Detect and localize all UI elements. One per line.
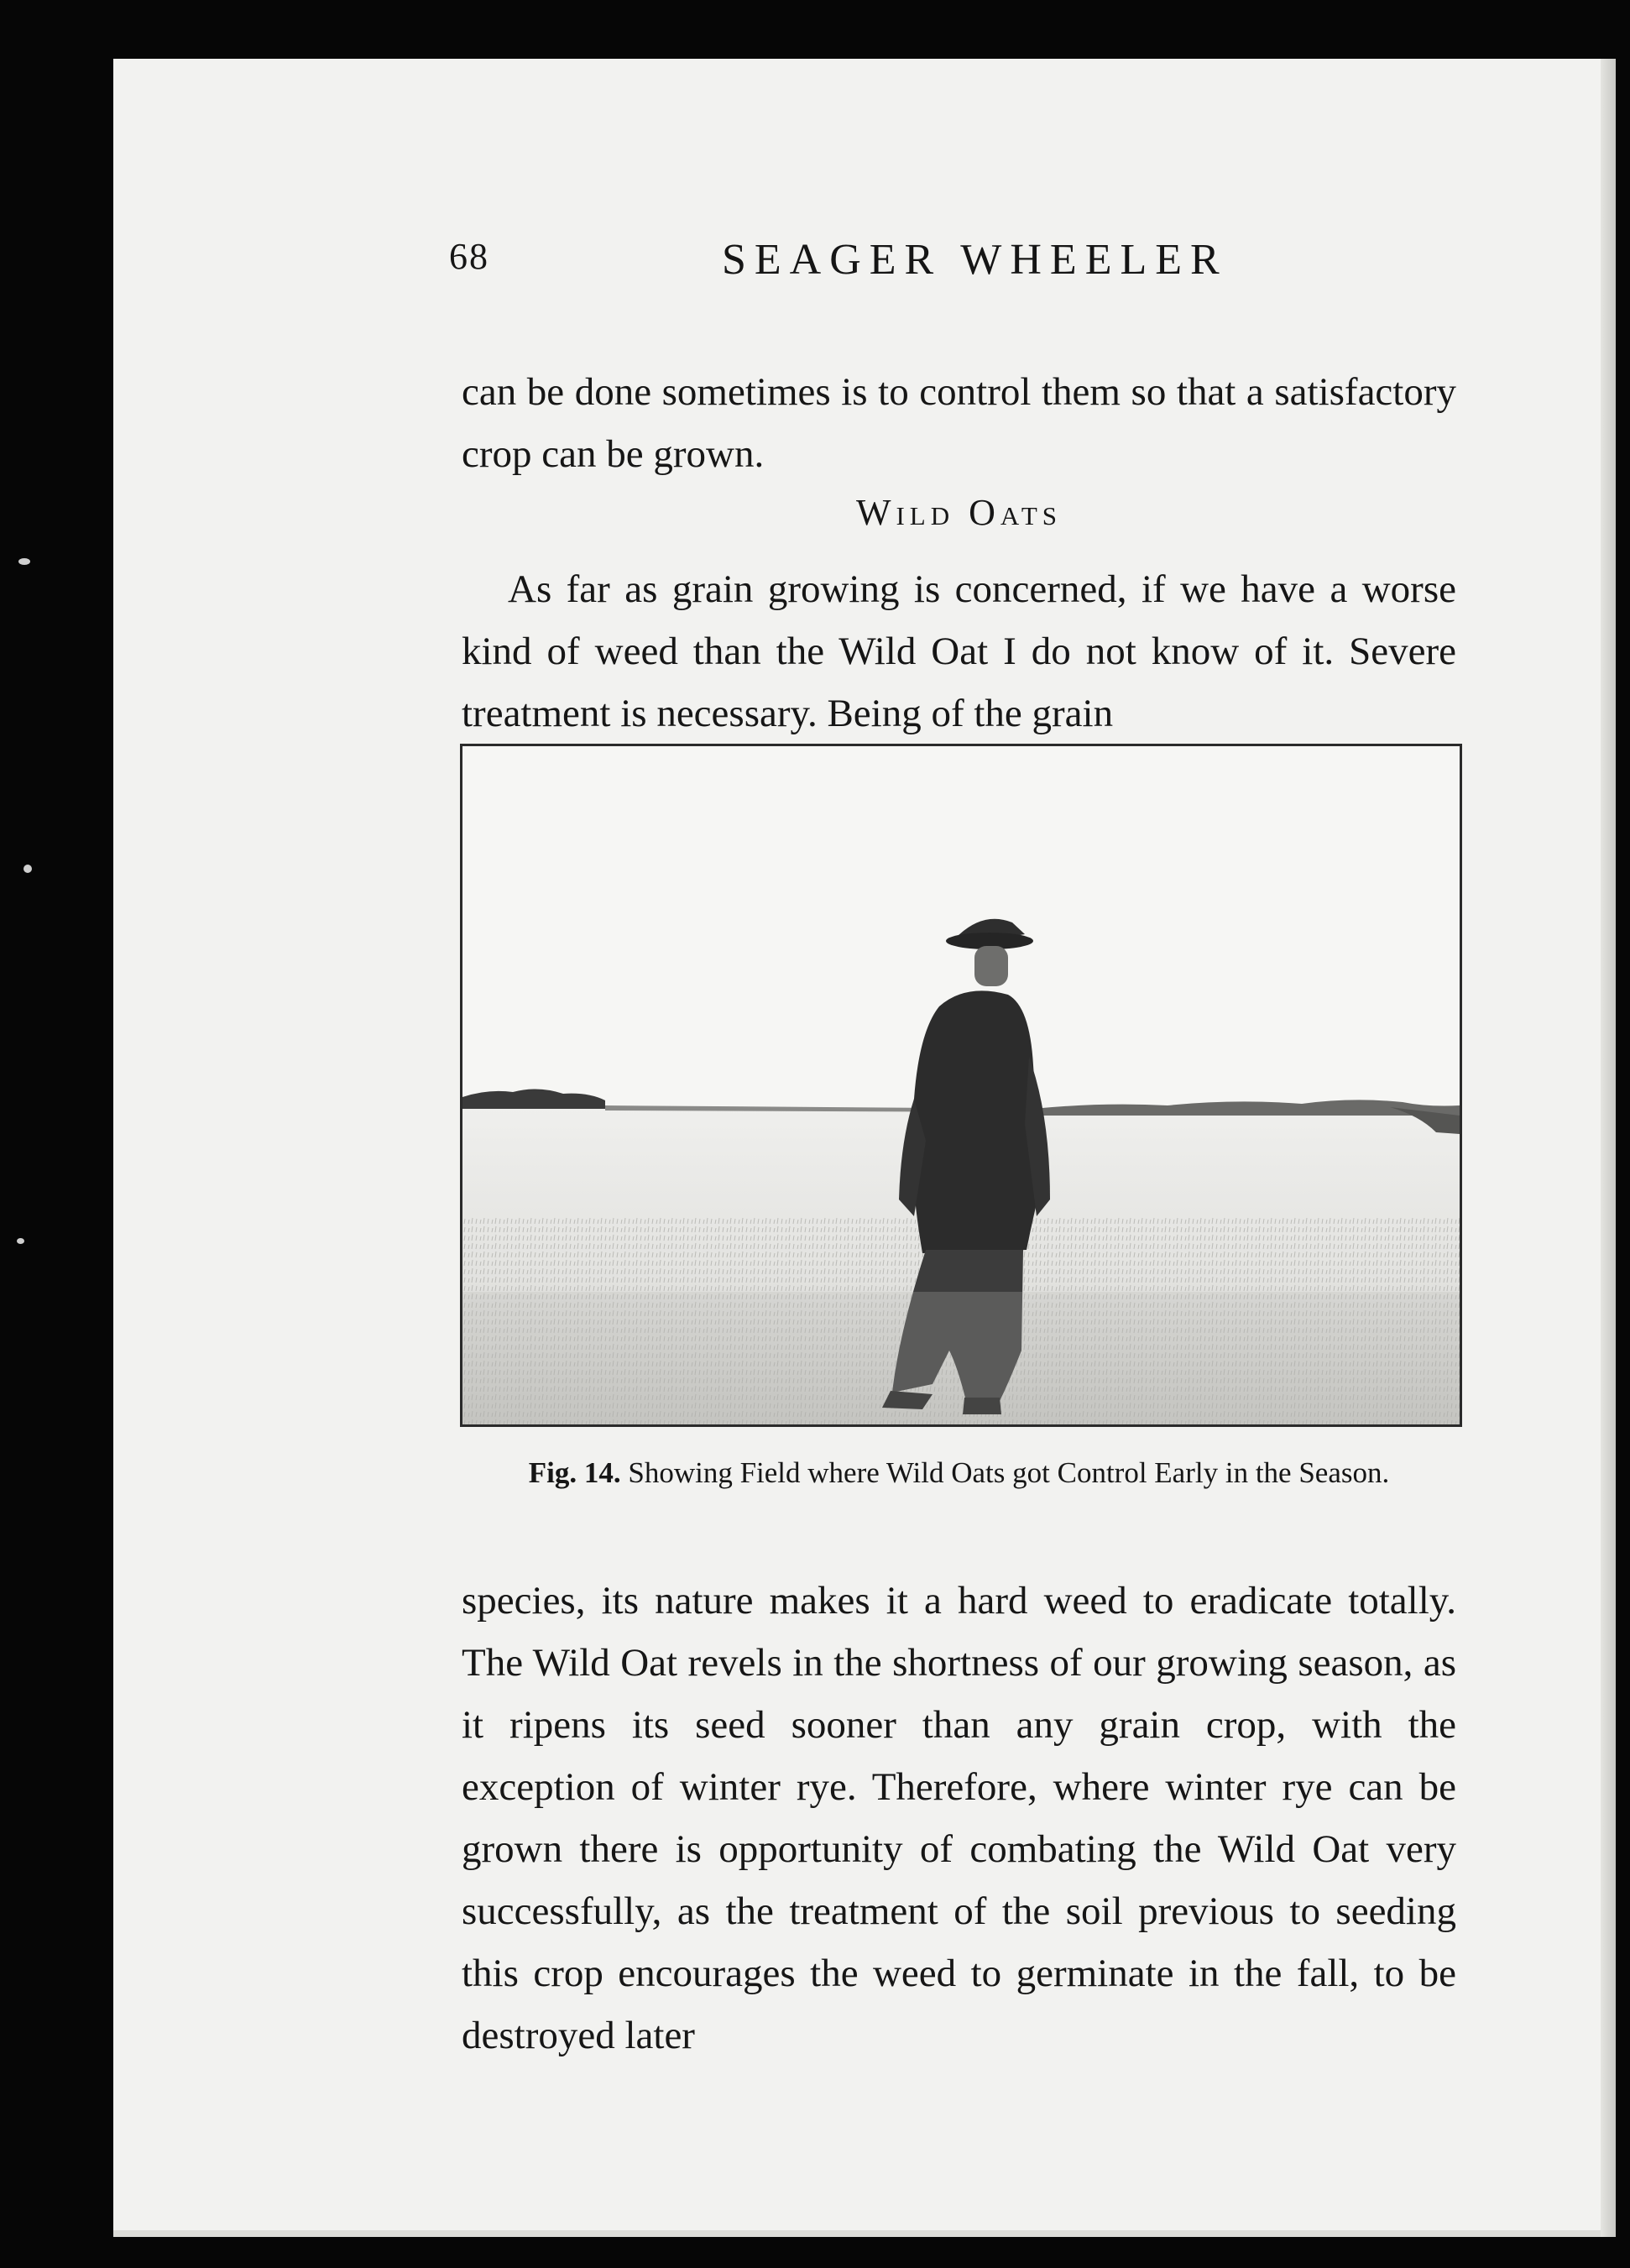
paragraph-continuation: can be done sometimes is to control them so that a satisfactory crop can be grown. <box>462 370 1456 476</box>
field-photo <box>462 746 1460 1424</box>
page-edge <box>1601 59 1616 2237</box>
paragraph-wild-oats: As far as grain growing is concerned, if we have a worse kind of weed than the Wild Oat I do not know of it. Severe treatment is necessary. Being of the grain <box>462 567 1456 735</box>
figure-caption <box>457 1456 1460 1490</box>
foreground-shade <box>462 1292 1460 1424</box>
paragraph-after-figure: species, its nature makes it a hard weed to eradicate totally. The Wild Oat revels in the shortness of our growing season, as it ripens its seed sooner than any grain crop, with the exception of winter rye. Therefore, where winter rye can be grown there is opportunity of combating the Wild Oat very successfully, as the treatment of the soil previous to seeding this crop encourages the weed to germinate in the fall, to be destroyed later <box>462 1579 1456 2057</box>
figure-label: Fig. 14. <box>528 1456 621 1489</box>
face <box>974 946 1008 986</box>
scan-speck <box>24 865 32 873</box>
scan-speck <box>18 558 30 565</box>
running-head-title: SEAGER WHEELER <box>722 236 1228 284</box>
running-head <box>449 235 1523 294</box>
page-number: 68 <box>449 236 489 277</box>
section-heading: Wild Oats <box>855 492 1063 533</box>
scan-speck <box>17 1238 24 1244</box>
figure-caption-text: Showing Field where Wild Oats got Control Early in the Season. <box>628 1456 1390 1489</box>
figure-photograph <box>460 744 1462 1427</box>
coat <box>912 990 1042 1253</box>
